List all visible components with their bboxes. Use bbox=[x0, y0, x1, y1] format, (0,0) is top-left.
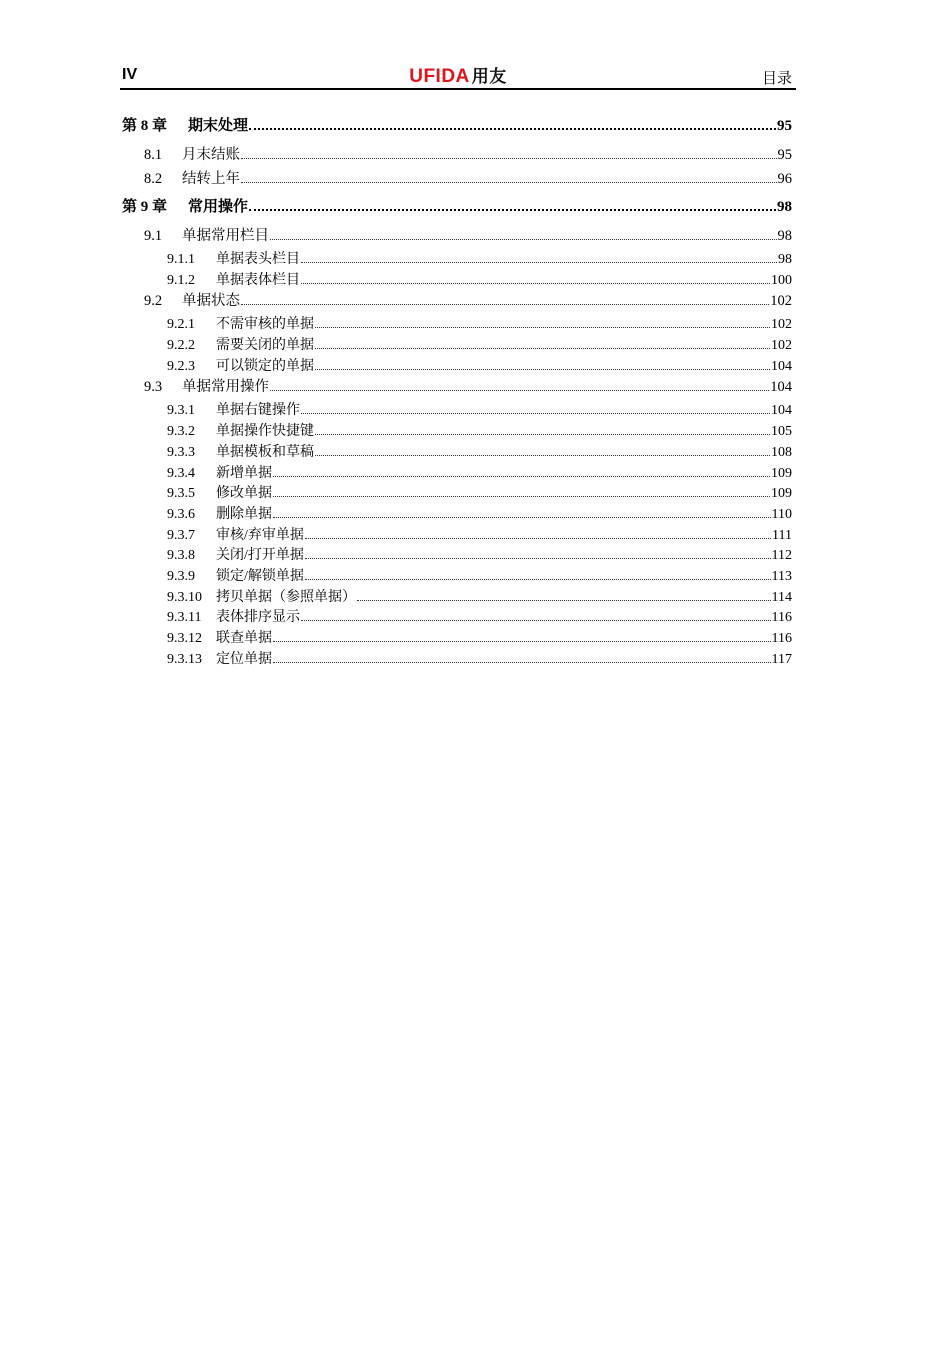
toc-entry-number: 第 8 章 bbox=[122, 118, 168, 134]
toc-entry-page: 109 bbox=[771, 486, 792, 502]
toc-dot-leader bbox=[301, 261, 777, 263]
toc-entry[interactable] bbox=[120, 586, 796, 607]
toc-entry-page: 98 bbox=[777, 228, 792, 244]
toc-entry-page: 104 bbox=[771, 403, 792, 419]
toc-entry-title: 锁定/解锁单据 bbox=[216, 568, 304, 584]
toc-entry-title: 不需审核的单据 bbox=[216, 317, 314, 333]
toc-entry-page: 102 bbox=[770, 293, 792, 310]
toc-entry-page: 117 bbox=[771, 651, 792, 667]
toc-dot-leader bbox=[273, 661, 771, 663]
toc-entry-number: 9.2.3 bbox=[167, 358, 195, 374]
toc-entry[interactable] bbox=[120, 482, 796, 503]
toc-entry[interactable] bbox=[120, 503, 796, 524]
toc-entry-page: 98 bbox=[778, 252, 792, 267]
toc-entry-number: 第 9 章 bbox=[122, 199, 168, 215]
toc-dot-leader bbox=[315, 454, 770, 456]
toc-entry-page: 105 bbox=[771, 424, 792, 440]
toc-dot-leader bbox=[241, 157, 777, 159]
toc-entry-page: 104 bbox=[770, 379, 792, 396]
toc-entry-number: 8.1 bbox=[144, 147, 163, 163]
toc-entry-page: 110 bbox=[771, 506, 792, 522]
toc-entry-number: 8.2 bbox=[144, 171, 163, 187]
toc-entry-page: 116 bbox=[771, 610, 792, 626]
toc-entry-title: 关闭/打开单据 bbox=[216, 548, 304, 564]
toc-entry-title: 月末结账 bbox=[182, 147, 240, 163]
ufida-logo bbox=[120, 62, 796, 88]
toc-entry[interactable] bbox=[120, 114, 796, 135]
toc-entry[interactable] bbox=[120, 224, 796, 248]
toc-entry-number: 9.3.13 bbox=[167, 651, 202, 667]
toc-entry-page: 108 bbox=[771, 444, 792, 460]
logo-text-en: UFIDA bbox=[409, 66, 470, 87]
toc-entry-title: 表体排序显示 bbox=[216, 610, 300, 626]
toc-dot-leader bbox=[249, 127, 776, 130]
toc-dot-leader bbox=[305, 578, 771, 580]
toc-entry-number: 9.3.1 bbox=[167, 403, 195, 419]
toc-dot-leader bbox=[241, 303, 769, 305]
toc-entry[interactable] bbox=[120, 269, 796, 290]
toc-dot-leader bbox=[249, 208, 776, 211]
toc-dot-leader bbox=[357, 599, 771, 601]
table-of-contents bbox=[120, 110, 796, 668]
toc-entry-title: 单据常用操作 bbox=[182, 379, 269, 396]
toc-entry-title: 新增单据 bbox=[216, 465, 272, 481]
toc-dot-leader bbox=[315, 326, 770, 328]
toc-entry[interactable] bbox=[120, 627, 796, 648]
toc-entry-page: 109 bbox=[771, 465, 792, 481]
toc-entry-title: 单据表体栏目 bbox=[216, 272, 300, 288]
toc-entry-title: 拷贝单据（参照单据） bbox=[216, 589, 356, 605]
toc-entry-page: 95 bbox=[777, 147, 792, 163]
toc-dot-leader bbox=[315, 368, 770, 370]
toc-entry-number: 9.1 bbox=[144, 228, 163, 244]
toc-entry-title: 修改单据 bbox=[216, 486, 272, 502]
toc-entry-number: 9.3.8 bbox=[167, 548, 195, 564]
toc-entry-page: 113 bbox=[771, 568, 792, 584]
header-rule bbox=[120, 88, 796, 90]
toc-dot-leader bbox=[305, 537, 771, 539]
toc-entry-title: 删除单据 bbox=[216, 506, 272, 522]
toc-entry-title: 单据状态 bbox=[182, 293, 240, 310]
toc-entry-title: 单据模板和草稿 bbox=[216, 444, 314, 460]
toc-entry[interactable] bbox=[120, 195, 796, 216]
toc-entry-page: 111 bbox=[772, 527, 792, 543]
toc-dot-leader bbox=[301, 282, 770, 284]
toc-entry[interactable] bbox=[120, 565, 796, 586]
toc-entry-number: 9.3.5 bbox=[167, 486, 195, 502]
toc-entry[interactable] bbox=[120, 606, 796, 627]
toc-entry-page: 114 bbox=[771, 589, 792, 605]
toc-entry-page: 95 bbox=[777, 118, 792, 134]
toc-entry-number: 9.3 bbox=[144, 379, 163, 396]
toc-entry-number: 9.1.2 bbox=[167, 272, 195, 288]
toc-dot-leader bbox=[305, 557, 771, 559]
toc-entry-number: 9.3.6 bbox=[167, 506, 195, 522]
toc-entry-number: 9.3.2 bbox=[167, 424, 195, 440]
toc-entry-title: 单据右键操作 bbox=[216, 403, 300, 419]
toc-dot-leader bbox=[273, 475, 770, 477]
toc-entry[interactable] bbox=[120, 289, 796, 313]
toc-entry-number: 9.3.10 bbox=[167, 589, 202, 605]
toc-entry-number: 9.3.7 bbox=[167, 527, 195, 543]
toc-entry-number: 9.2.1 bbox=[167, 317, 195, 333]
toc-entry-title: 定位单据 bbox=[216, 651, 272, 667]
toc-entry-title: 单据表头栏目 bbox=[216, 252, 300, 267]
toc-entry[interactable] bbox=[120, 167, 796, 191]
toc-dot-leader bbox=[270, 389, 769, 391]
toc-entry-number: 9.2 bbox=[144, 293, 163, 310]
toc-entry-number: 9.2.2 bbox=[167, 338, 195, 354]
toc-entry-title: 常用操作 bbox=[188, 199, 249, 215]
toc-entry[interactable] bbox=[120, 334, 796, 355]
toc-entry[interactable] bbox=[120, 248, 796, 269]
toc-entry-title: 结转上年 bbox=[182, 171, 240, 187]
toc-dot-leader bbox=[273, 640, 771, 642]
toc-entry-page: 100 bbox=[771, 272, 792, 288]
section-title: 目录 bbox=[761, 71, 792, 87]
toc-entry-title: 可以锁定的单据 bbox=[216, 358, 314, 374]
toc-entry-number: 9.1.1 bbox=[167, 252, 195, 267]
toc-entry-title: 联查单据 bbox=[216, 631, 272, 646]
toc-dot-leader bbox=[273, 495, 770, 497]
toc-dot-leader bbox=[301, 412, 770, 414]
toc-entry-title: 单据常用栏目 bbox=[182, 228, 269, 244]
toc-entry-page: 104 bbox=[771, 358, 792, 374]
toc-entry[interactable] bbox=[120, 399, 796, 420]
logo-text-cn: 用友 bbox=[471, 67, 507, 86]
toc-entry[interactable] bbox=[120, 462, 796, 483]
toc-entry-page: 102 bbox=[771, 338, 792, 354]
toc-entry-page: 102 bbox=[771, 317, 792, 333]
toc-entry[interactable] bbox=[120, 420, 796, 441]
toc-entry-page: 112 bbox=[771, 548, 792, 564]
toc-entry-number: 9.3.4 bbox=[167, 465, 195, 481]
toc-entry-number: 9.3.9 bbox=[167, 568, 195, 584]
toc-entry[interactable] bbox=[120, 143, 796, 167]
page-number: IV bbox=[122, 66, 138, 83]
toc-entry-page: 96 bbox=[777, 171, 792, 187]
toc-entry-number: 9.3.11 bbox=[167, 610, 202, 626]
toc-dot-leader bbox=[315, 433, 770, 435]
toc-entry[interactable] bbox=[120, 544, 796, 565]
page-header bbox=[120, 62, 796, 88]
toc-entry[interactable] bbox=[120, 648, 796, 669]
toc-entry-number: 9.3.3 bbox=[167, 444, 195, 460]
toc-entry-page: 98 bbox=[777, 199, 792, 215]
toc-entry[interactable] bbox=[120, 375, 796, 399]
toc-entry-page: 116 bbox=[771, 631, 792, 646]
toc-entry-title: 需要关闭的单据 bbox=[216, 338, 314, 354]
toc-dot-leader bbox=[315, 347, 770, 349]
toc-dot-leader bbox=[273, 516, 771, 518]
toc-dot-leader bbox=[270, 238, 777, 240]
toc-entry-number: 9.3.12 bbox=[167, 631, 202, 646]
toc-entry-title: 期末处理 bbox=[188, 118, 249, 134]
toc-dot-leader bbox=[241, 181, 777, 183]
toc-dot-leader bbox=[301, 619, 771, 621]
toc-entry[interactable] bbox=[120, 524, 796, 545]
toc-entry-title: 审核/弃审单据 bbox=[216, 527, 304, 543]
toc-entry-title: 单据操作快捷键 bbox=[216, 424, 314, 440]
toc-entry[interactable] bbox=[120, 355, 796, 376]
toc-entry[interactable] bbox=[120, 313, 796, 334]
toc-entry[interactable] bbox=[120, 441, 796, 462]
